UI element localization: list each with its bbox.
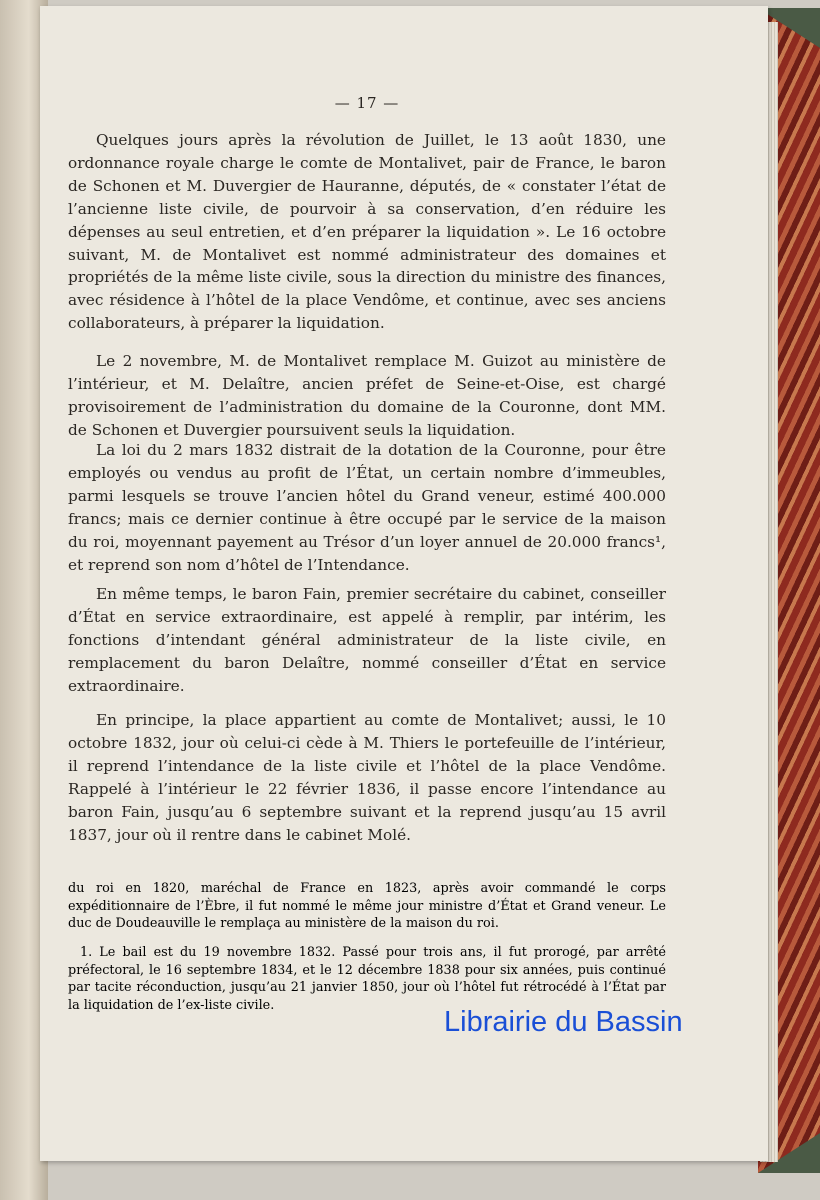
paragraph-1: Quelques jours après la révolution de Juillet, le 13 août 1830, une ordonnance royale charge le comte de Montalivet, pair de France, le baron de Schonen et M. Duvergier de Hauranne, députés, de « constater l’état de l’ancienne liste civile, de pourvoir à sa conservation, d’en réduire les dépenses au seul entretien, et d’en préparer la liquidation ». Le 16 octobre suivant, M. de Montalivet est nommé administrateur des domaines et propriétés de la même liste civile, sous la direction du ministre des finances, avec résidence à l’hôtel de la place Vendôme, et continue, avec ses anciens collaborateurs, à préparer la liquidation. [68, 131, 666, 333]
footnote-1: 1. Le bail est du 19 novembre 1832. Passé pour trois ans, il fut prorogé, par arrêté préfectoral, le 16 septembre 1834, et le 12 décembre 1838 pour six années, puis continué par tacite réconduction, jusqu’au 21 janvier 1850, jour où l’hôtel fut rétrocédé à l’État par la liquidation de l’ex-liste civile. [68, 945, 666, 1013]
watermark-text: Librairie du Bassin [444, 1006, 683, 1038]
paragraph-5: En principe, la place appartient au comte de Montalivet; aussi, le 10 octobre 1832, jour où celui-ci cède à M. Thiers le portefeuille de l’intérieur, il reprend l’intendance de la liste civile et l’hôtel de la place Vendôme. Rappelé à l’intérieur le 22 février 1836, il passe encore l’intendance au baron Fain, jusqu’au 6 septembre suivant et la reprend jusqu’au 15 avril 1837, jour où il rentre dans le cabinet Molé. [68, 711, 666, 844]
paragraph-4: En même temps, le baron Fain, premier secrétaire du cabinet, conseiller d’État en service extraordinaire, est appelé à remplir, par intérim, les fonctions d’intendant général administrateur de la liste civile, en remplacement du baron Delaître, nommé conseiller d’État en service extraordinaire. [68, 585, 666, 695]
footnote-continuation: du roi en 1820, maréchal de France en 1823, après avoir commandé le corps expéditionnaire de l’Èbre, il fut nommé le même jour ministre d’État et Grand veneur. Le duc de Doudeauville le remplaça au ministère de la maison du roi. [68, 881, 666, 932]
paragraph-2: Le 2 novembre, M. de Montalivet remplace M. Guizot au ministère de l’intérieur, et M. Delaître, ancien préfet de Seine-et-Oise, est chargé provisoirement de l’administration du domaine de la Couronne, dont MM. de Schonen et Duvergier poursuivent seuls la liquidation. [68, 352, 666, 439]
paragraph-3: La loi du 2 mars 1832 distrait de la dotation de la Couronne, pour être employés ou vendus au profit de l’État, un certain nombre d’immeubles, parmi lesquels se trouve l’ancien hôtel du Grand veneur, estimé 400.000 francs; mais ce dernier continue à être occupé par le service de la maison du roi, moyennant payement au Trésor d’un loyer annuel de 20.000 francs¹, et reprend son nom d’hôtel de l’Intendance. [68, 441, 666, 574]
page-number: — 17 — [334, 94, 400, 112]
book-page [40, 6, 768, 1161]
